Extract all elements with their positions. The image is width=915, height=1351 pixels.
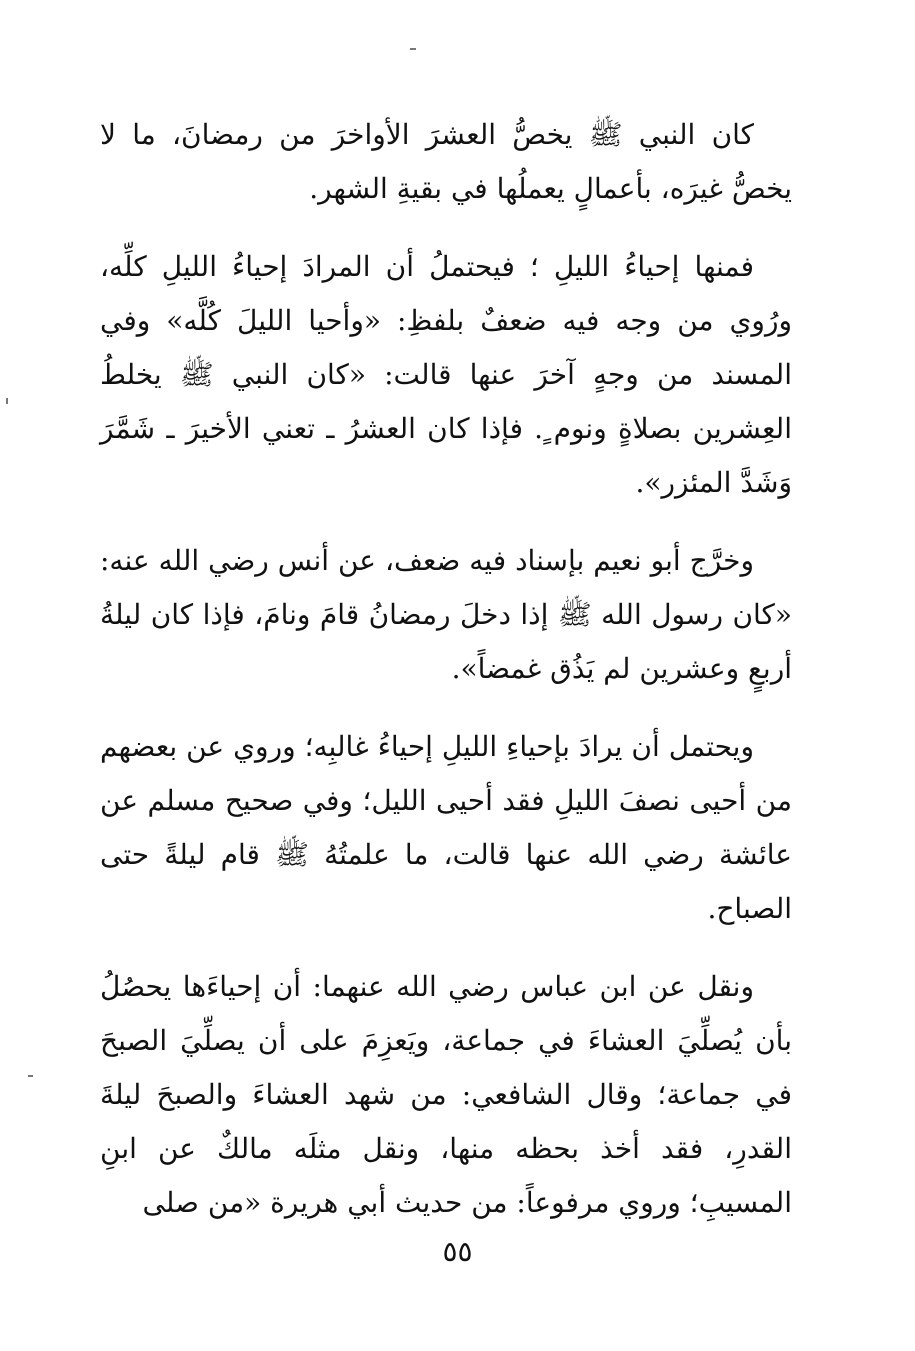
scan-speck — [28, 1075, 33, 1077]
paragraph-3: وخرَّج أبو نعيم بإسناد فيه ضعف، عن أنس رضي الله عنه: «كان رسول الله ﷺ إذا دخلَ رمضانُ قامَ ونامَ، فإذا كان ليلةُ أربعٍ وعشرين لم يَذُق غمضاً». — [100, 544, 793, 685]
body-text — [100, 108, 792, 1230]
scan-speck — [410, 48, 416, 50]
paragraph-1: كان النبي ﷺ يخصُّ العشرَ الأواخرَ من رمضانَ، ما لا يخصُّ غيرَه، بأعمالٍ يعملُها في بقيةِ الشهر. — [100, 118, 792, 205]
paragraph-2: فمنها إحياءُ الليلِ ؛ فيحتملُ أن المرادَ إحياءُ الليلِ كلِّه، ورُوي من وجه فيه ضعفٌ بلفظِ: «وأحيا الليلَ كُلَّه» وفي المسند من وجهٍ آخرَ عنها قالت: «كان النبي ﷺ يخلطُ العِشرين بصلاةٍ ونوم ٍ. فإذا كان العشرُ ـ تعني الأخيرَ ـ شَمَّرَ وَشَدَّ المئزر». — [100, 250, 792, 499]
page-number: ٥٥ — [442, 1235, 473, 1268]
scan-speck — [6, 398, 8, 404]
paragraph-4: ويحتمل أن يرادَ بإحياءِ الليلِ إحياءُ غالبِه؛ وروي عن بعضهم من أحيى نصفَ الليلِ فقد أحيى الليل؛ وفي صحيح مسلم عن عائشة رضي الله عنها قالت، ما علمتُهُ ﷺ قام ليلةً حتى الصباح. — [100, 730, 792, 925]
paragraph-5: ونقل عن ابن عباس رضي الله عنهما: أن إحياءَها يحصُلُ بأن يُصلِّيَ العشاءَ في جماعة، ويَعزِمَ على أن يصلِّيَ الصبحَ في جماعة؛ وقال الشافعي: من شهد العشاءَ والصبحَ ليلةَ القدرِ، فقد أخذ بحظه منها، ونقل مثلَه مالكٌ عن ابنِ المسيبِ؛ وروي مرفوعاً: من حديث أبي هريرة «من صلى — [100, 970, 792, 1219]
